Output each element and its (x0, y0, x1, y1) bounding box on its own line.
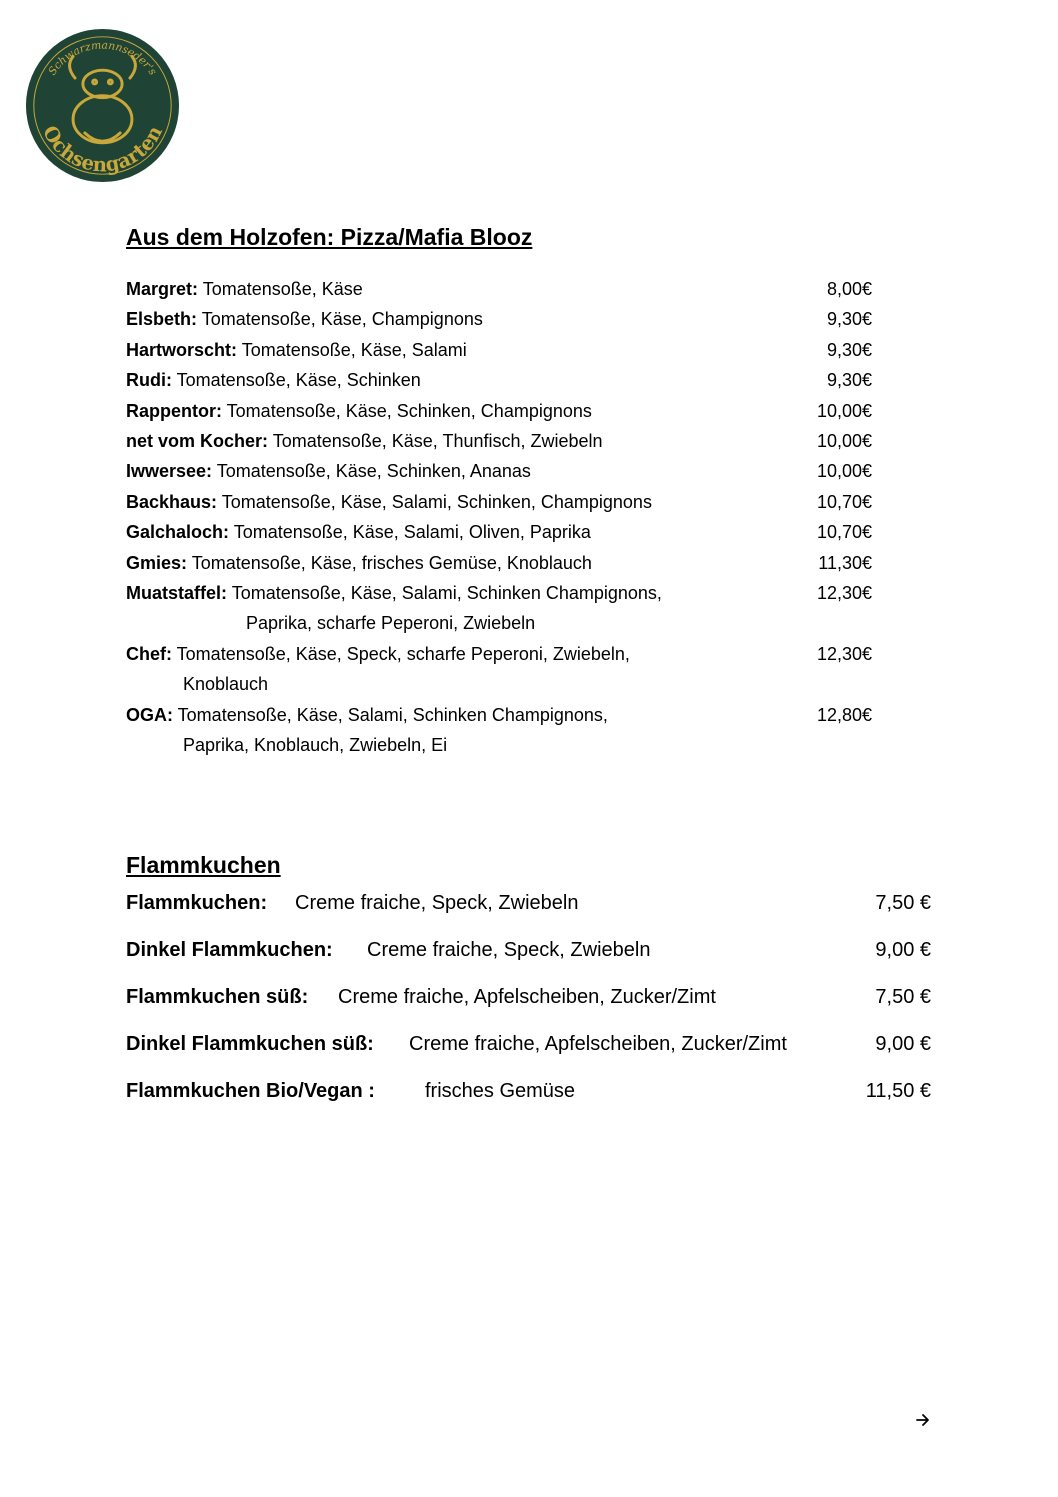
menu-item: Chef: Tomatensoße, Käse, Speck, scharfe Peperoni, Zwiebeln, Knoblauch 12,30€ (126, 639, 872, 700)
menu-item-price: 11,50 € (865, 1080, 931, 1102)
menu-item-price: 12,30€ (816, 643, 872, 664)
menu-item: Dinkel Flammkuchen: Creme fraiche, Speck, Zwiebeln 9,00 € (126, 939, 931, 961)
arrow-right-icon[interactable] (912, 1409, 934, 1431)
menu-item-price: 11,30€ (818, 552, 872, 573)
menu-item-price: 12,80€ (816, 704, 872, 725)
menu-item: Dinkel Flammkuchen süß: Creme fraiche, Apfelscheiben, Zucker/Zimt 9,00 € (126, 1033, 931, 1055)
menu-item-price: 10,00€ (816, 461, 872, 482)
menu-item-price: 7,50 € (875, 892, 931, 914)
menu-item-price: 9,30€ (826, 339, 872, 360)
menu-item-price: 10,70€ (816, 491, 872, 512)
menu-item: Iwwersee: Tomatensoße, Käse, Schinken, Ananas 10,00€ (126, 456, 872, 486)
menu-item-price: 10,00€ (816, 400, 872, 421)
menu-item-price: 10,70€ (816, 522, 872, 543)
menu-item-price: 8,00€ (826, 279, 872, 299)
menu-item: Hartworscht: Tomatensoße, Käse, Salami 9,30€ (126, 335, 872, 365)
menu-item: Muatstaffel: Tomatensoße, Käse, Salami, Schinken Champignons, Paprika, scharfe Peperoni, Zwiebeln 12,30€ (126, 578, 872, 639)
menu-item: Flammkuchen Bio/Vegan : frisches Gemüse 11,50 € (126, 1080, 931, 1102)
pizza-section-title: Aus dem Holzofen: Pizza/Mafia Blooz (126, 224, 533, 250)
menu-item: net vom Kocher: Tomatensoße, Käse, Thunfisch, Zwiebeln 10,00€ (126, 426, 872, 456)
menu-item: Flammkuchen süß: Creme fraiche, Apfelscheiben, Zucker/Zimt 7,50 € (126, 986, 931, 1008)
flammkuchen-section-title: Flammkuchen (126, 852, 281, 878)
menu-item: Rappentor: Tomatensoße, Käse, Schinken, Champignons 10,00€ (126, 396, 872, 426)
menu-item-price: 9,30€ (826, 370, 872, 391)
menu-item: Margret: Tomatensoße, Käse 8,00€ (126, 274, 872, 304)
menu-item: Rudi: Tomatensoße, Käse, Schinken 9,30€ (126, 365, 872, 395)
menu-item-price: 7,50 € (875, 986, 931, 1008)
menu-item: Elsbeth: Tomatensoße, Käse, Champignons 9,30€ (126, 304, 872, 334)
menu-item-price: 12,30€ (816, 583, 872, 603)
svg-text:Schwarzmannseder's: Schwarzmannseder's (45, 38, 160, 78)
menu-item-price: 9,00 € (875, 1033, 931, 1055)
menu-item: OGA: Tomatensoße, Käse, Salami, Schinken Champignons, Paprika, Knoblauch, Zwiebeln, Ei 12,80€ (126, 700, 872, 761)
menu-item-price: 9,30€ (826, 309, 872, 330)
menu-item-price: 9,00 € (875, 939, 931, 961)
menu-item: Flammkuchen: Creme fraiche, Speck, Zwiebeln 7,50 € (126, 892, 931, 914)
menu-item: Backhaus: Tomatensoße, Käse, Salami, Schinken, Champignons 10,70€ (126, 487, 872, 517)
menu-item-price: 10,00€ (816, 431, 872, 451)
menu-item: Galchaloch: Tomatensoße, Käse, Salami, Oliven, Paprika 10,70€ (126, 517, 872, 547)
menu-item: Gmies: Tomatensoße, Käse, frisches Gemüse, Knoblauch 11,30€ (126, 548, 872, 578)
ochsengarten-logo (24, 27, 181, 184)
svg-text:Ochsengarten: Ochsengarten (37, 121, 167, 177)
